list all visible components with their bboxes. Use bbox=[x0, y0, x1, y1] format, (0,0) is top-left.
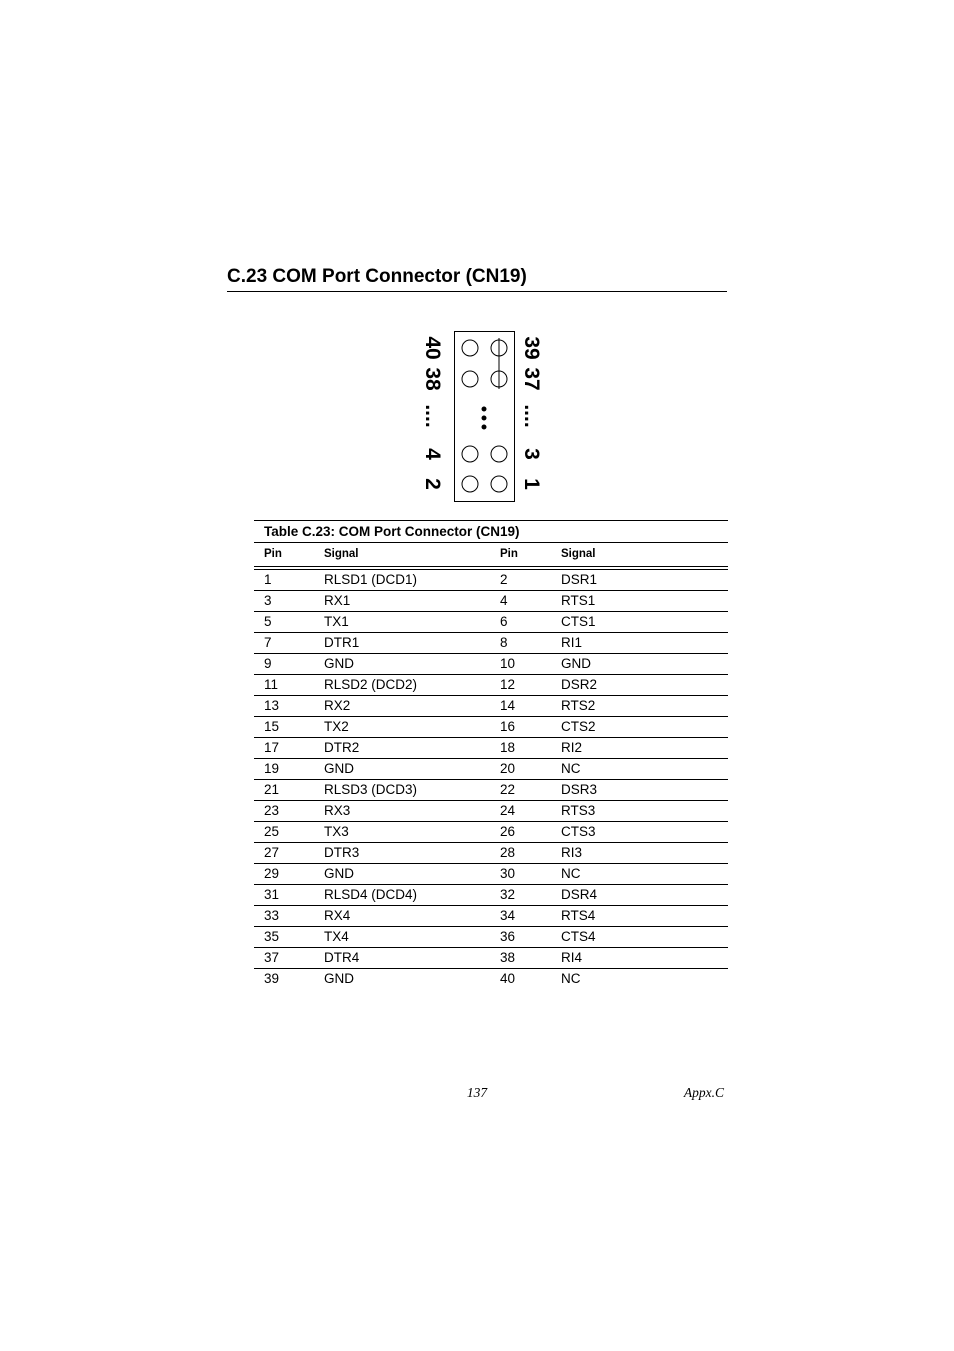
cell-signal: GND bbox=[324, 761, 354, 776]
ellipsis-dot bbox=[482, 416, 487, 421]
cell-pin: 31 bbox=[264, 887, 280, 902]
pin-1 bbox=[491, 476, 507, 492]
cell-signal: CTS2 bbox=[561, 719, 596, 734]
cell-pin: 33 bbox=[264, 908, 280, 923]
cell-signal: RX3 bbox=[324, 803, 351, 818]
pin-40 bbox=[462, 340, 478, 356]
cell-pin: 20 bbox=[500, 761, 516, 776]
cell-signal: RI2 bbox=[561, 740, 583, 755]
cell-pin: 29 bbox=[264, 866, 280, 881]
ellipsis-dot bbox=[482, 425, 487, 430]
cell-pin: 30 bbox=[500, 866, 516, 881]
cell-pin: 27 bbox=[264, 845, 280, 860]
table-row bbox=[254, 696, 728, 717]
cell-signal: CTS4 bbox=[561, 929, 596, 944]
cell-pin: 2 bbox=[500, 572, 508, 587]
table-row bbox=[254, 591, 728, 612]
cell-signal: TX3 bbox=[324, 824, 349, 839]
table-row bbox=[254, 780, 728, 801]
cell-signal: RX1 bbox=[324, 593, 351, 608]
cell-pin: 13 bbox=[264, 698, 280, 713]
cell-signal: DSR2 bbox=[561, 677, 598, 692]
cell-signal: RLSD2 (DCD2) bbox=[324, 677, 418, 692]
cell-signal: DTR2 bbox=[324, 740, 360, 755]
cell-signal: RLSD3 (DCD3) bbox=[324, 782, 418, 797]
cell-signal: NC bbox=[561, 866, 581, 881]
table-row bbox=[254, 948, 728, 969]
table-row bbox=[254, 969, 728, 989]
cell-pin: 38 bbox=[500, 950, 516, 965]
cell-signal: RX2 bbox=[324, 698, 351, 713]
cell-pin: 21 bbox=[264, 782, 280, 797]
connector-diagram bbox=[420, 330, 550, 505]
pin-38 bbox=[462, 371, 478, 387]
cell-pin: 32 bbox=[500, 887, 516, 902]
section-heading: C.23 COM Port Connector (CN19) bbox=[227, 266, 527, 287]
cell-signal: DSR3 bbox=[561, 782, 598, 797]
cell-signal: GND bbox=[324, 656, 354, 671]
header-signal: Signal bbox=[561, 548, 596, 560]
cell-signal: RI3 bbox=[561, 845, 583, 860]
cell-signal: RI1 bbox=[561, 635, 583, 650]
table-row bbox=[254, 885, 728, 906]
table-caption: Table C.23: COM Port Connector (CN19) bbox=[254, 520, 728, 543]
cell-signal: TX2 bbox=[324, 719, 349, 734]
cell-pin: 5 bbox=[264, 614, 272, 629]
table-row bbox=[254, 843, 728, 864]
cell-signal: RTS4 bbox=[561, 908, 596, 923]
cell-signal: DTR1 bbox=[324, 635, 360, 650]
cell-pin: 9 bbox=[264, 656, 272, 671]
table-row bbox=[254, 738, 728, 759]
header-pin: Pin bbox=[264, 548, 282, 560]
cell-signal: RLSD4 (DCD4) bbox=[324, 887, 418, 902]
heading-divider bbox=[227, 291, 727, 292]
header-signal: Signal bbox=[324, 548, 359, 560]
cell-signal: RLSD1 (DCD1) bbox=[324, 572, 418, 587]
cell-signal: RTS1 bbox=[561, 593, 596, 608]
label-left-ellipsis: .... bbox=[421, 404, 444, 428]
cell-pin: 8 bbox=[500, 635, 508, 650]
table-row bbox=[254, 927, 728, 948]
cell-pin: 4 bbox=[500, 593, 508, 608]
cell-pin: 16 bbox=[500, 719, 516, 734]
cell-pin: 3 bbox=[264, 593, 272, 608]
label-38: 38 bbox=[421, 367, 444, 391]
pin-4 bbox=[462, 446, 478, 462]
cell-pin: 14 bbox=[500, 698, 516, 713]
cell-signal: RTS2 bbox=[561, 698, 596, 713]
cell-signal: DSR1 bbox=[561, 572, 598, 587]
cell-pin: 12 bbox=[500, 677, 516, 692]
cell-pin: 23 bbox=[264, 803, 280, 818]
table-row bbox=[254, 822, 728, 843]
table-row bbox=[254, 864, 728, 885]
table-row bbox=[254, 717, 728, 738]
cell-signal: RI4 bbox=[561, 950, 583, 965]
cell-signal: DTR3 bbox=[324, 845, 360, 860]
cell-signal: CTS3 bbox=[561, 824, 596, 839]
table-row bbox=[254, 633, 728, 654]
cell-signal: NC bbox=[561, 761, 581, 776]
table-row bbox=[254, 801, 728, 822]
cell-pin: 36 bbox=[500, 929, 516, 944]
label-2: 2 bbox=[421, 478, 444, 490]
label-4: 4 bbox=[421, 448, 444, 460]
cell-signal: NC bbox=[561, 971, 581, 986]
table-body bbox=[254, 570, 728, 989]
cell-pin: 6 bbox=[500, 614, 508, 629]
cell-pin: 28 bbox=[500, 845, 516, 860]
pin-2 bbox=[462, 476, 478, 492]
cell-pin: 25 bbox=[264, 824, 280, 839]
cell-pin: 15 bbox=[264, 719, 280, 734]
cell-signal: RTS3 bbox=[561, 803, 596, 818]
label-37: 37 bbox=[520, 367, 543, 391]
label-3: 3 bbox=[520, 448, 543, 460]
cell-pin: 39 bbox=[264, 971, 280, 986]
cell-pin: 7 bbox=[264, 635, 272, 650]
cell-signal: TX1 bbox=[324, 614, 349, 629]
cell-pin: 19 bbox=[264, 761, 280, 776]
cell-signal: DTR4 bbox=[324, 950, 360, 965]
table-header-row bbox=[254, 543, 728, 567]
cell-pin: 22 bbox=[500, 782, 516, 797]
cell-pin: 17 bbox=[264, 740, 280, 755]
cell-pin: 37 bbox=[264, 950, 280, 965]
cell-pin: 1 bbox=[264, 572, 272, 587]
table-row bbox=[254, 612, 728, 633]
cell-signal: CTS1 bbox=[561, 614, 596, 629]
header-pin: Pin bbox=[500, 548, 518, 560]
label-39: 39 bbox=[520, 336, 543, 360]
pin-3 bbox=[491, 446, 507, 462]
cell-signal: GND bbox=[561, 656, 591, 671]
cell-pin: 24 bbox=[500, 803, 516, 818]
ellipsis-dot bbox=[482, 407, 487, 412]
cell-signal: GND bbox=[324, 866, 354, 881]
table-row bbox=[254, 570, 728, 591]
label-right-ellipsis: .... bbox=[520, 404, 543, 428]
label-1: 1 bbox=[520, 478, 543, 490]
label-40: 40 bbox=[421, 336, 444, 360]
page-number: 137 bbox=[466, 1085, 488, 1100]
table-row bbox=[254, 759, 728, 780]
cell-pin: 26 bbox=[500, 824, 516, 839]
pin-assignment-table bbox=[254, 520, 728, 989]
cell-pin: 11 bbox=[264, 677, 279, 692]
table-row bbox=[254, 906, 728, 927]
cell-signal: DSR4 bbox=[561, 887, 598, 902]
cell-pin: 40 bbox=[500, 971, 516, 986]
cell-pin: 34 bbox=[500, 908, 516, 923]
cell-pin: 18 bbox=[500, 740, 516, 755]
cell-signal: RX4 bbox=[324, 908, 351, 923]
table-row bbox=[254, 654, 728, 675]
appendix-label: Appx.C bbox=[683, 1085, 724, 1100]
cell-pin: 35 bbox=[264, 929, 280, 944]
table-row bbox=[254, 675, 728, 696]
cell-signal: GND bbox=[324, 971, 354, 986]
cell-signal: TX4 bbox=[324, 929, 349, 944]
cell-pin: 10 bbox=[500, 656, 516, 671]
